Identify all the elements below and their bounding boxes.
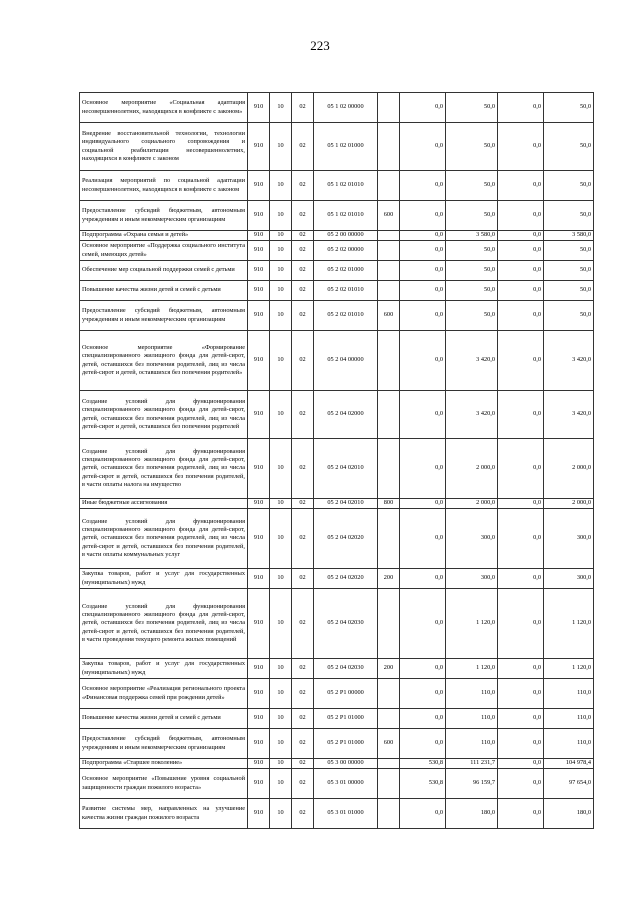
value-4: 110,0: [544, 679, 594, 709]
expense-type-code: [378, 123, 400, 171]
admin-code: 910: [248, 391, 270, 439]
section-code: 10: [270, 569, 292, 589]
value-4: 50,0: [544, 261, 594, 281]
row-name: Основное мероприятие «Повышение уровня социальной защищенности граждан пожилого возраста»: [80, 769, 248, 799]
admin-code: 910: [248, 301, 270, 331]
table-row: [80, 729, 594, 759]
table-row: [80, 201, 594, 231]
value-2: 110,0: [446, 729, 498, 759]
section-code: 10: [270, 171, 292, 201]
table-row: [80, 301, 594, 331]
section-code: 10: [270, 123, 292, 171]
admin-code: 910: [248, 589, 270, 659]
section-code: 10: [270, 93, 292, 123]
row-name: Иные бюджетные ассигнования: [80, 499, 248, 509]
target-article-code: 05 1 02 01000: [314, 123, 378, 171]
value-3: 0,0: [498, 301, 544, 331]
subsection-code: 02: [292, 171, 314, 201]
subsection-code: 02: [292, 439, 314, 499]
row-name: Закупка товаров, работ и услуг для государственных (муниципальных) нужд: [80, 569, 248, 589]
target-article-code: 05 2 04 02000: [314, 391, 378, 439]
section-code: 10: [270, 281, 292, 301]
target-article-code: 05 2 04 02020: [314, 569, 378, 589]
row-name: Обеспечение мер социальной поддержки семей с детьми: [80, 261, 248, 281]
row-name: Создание условий для функционирования специализированного жилищного фонда для детей-сирот, детей, оставшихся без попечения родителей, лиц из числа детей-сирот и детей, оставшихся без попечения родителей, в части оплаты коммунальных услуг: [80, 509, 248, 569]
subsection-code: 02: [292, 589, 314, 659]
row-name: Предоставление субсидий бюджетным, автономным учреждениям и иным некоммерческим организациям: [80, 201, 248, 231]
table-row: [80, 799, 594, 829]
subsection-code: 02: [292, 123, 314, 171]
page-number: 223: [310, 38, 330, 53]
expense-type-code: [378, 759, 400, 769]
value-2: 1 120,0: [446, 589, 498, 659]
value-4: 2 000,0: [544, 439, 594, 499]
admin-code: 910: [248, 171, 270, 201]
row-name: Закупка товаров, работ и услуг для государственных (муниципальных) нужд: [80, 659, 248, 679]
value-1: 0,0: [400, 93, 446, 123]
table-row: [80, 391, 594, 439]
value-4: 50,0: [544, 93, 594, 123]
row-name: Повышение качества жизни детей и семей с детьми: [80, 281, 248, 301]
section-code: 10: [270, 679, 292, 709]
target-article-code: 05 2 04 00000: [314, 331, 378, 391]
admin-code: 910: [248, 729, 270, 759]
expense-type-code: [378, 799, 400, 829]
section-code: 10: [270, 391, 292, 439]
admin-code: 910: [248, 759, 270, 769]
target-article-code: 05 1 02 01010: [314, 171, 378, 201]
value-1: 0,0: [400, 659, 446, 679]
value-1: 0,0: [400, 201, 446, 231]
value-1: 0,0: [400, 281, 446, 301]
value-3: 0,0: [498, 679, 544, 709]
target-article-code: 05 2 02 01010: [314, 301, 378, 331]
value-3: 0,0: [498, 241, 544, 261]
expense-type-code: [378, 331, 400, 391]
admin-code: 910: [248, 281, 270, 301]
value-3: 0,0: [498, 799, 544, 829]
target-article-code: 05 2 04 02010: [314, 499, 378, 509]
value-2: 50,0: [446, 261, 498, 281]
value-1: 0,0: [400, 231, 446, 241]
section-code: 10: [270, 509, 292, 569]
value-1: 0,0: [400, 799, 446, 829]
table-row: [80, 261, 594, 281]
expense-type-code: [378, 769, 400, 799]
target-article-code: 05 3 01 01000: [314, 799, 378, 829]
value-1: 0,0: [400, 301, 446, 331]
value-3: 0,0: [498, 759, 544, 769]
subsection-code: 02: [292, 659, 314, 679]
value-4: 50,0: [544, 123, 594, 171]
value-3: 0,0: [498, 171, 544, 201]
value-1: 0,0: [400, 171, 446, 201]
expense-type-code: 800: [378, 499, 400, 509]
expense-type-code: [378, 679, 400, 709]
value-3: 0,0: [498, 231, 544, 241]
subsection-code: 02: [292, 391, 314, 439]
value-4: 3 420,0: [544, 391, 594, 439]
row-name: Основное мероприятие «Формирование специализированного жилищного фонда для детей-сирот, детей, оставшихся без попечения родителей, лиц из числа детей-сирот и детей, оставшихся без попечения родителей»: [80, 331, 248, 391]
value-2: 1 120,0: [446, 659, 498, 679]
admin-code: 910: [248, 123, 270, 171]
admin-code: 910: [248, 241, 270, 261]
section-code: 10: [270, 759, 292, 769]
section-code: 10: [270, 769, 292, 799]
value-2: 50,0: [446, 123, 498, 171]
table-row: [80, 231, 594, 241]
section-code: 10: [270, 589, 292, 659]
table-body: [80, 93, 594, 829]
value-3: 0,0: [498, 281, 544, 301]
value-1: 0,0: [400, 331, 446, 391]
value-4: 2 000,0: [544, 499, 594, 509]
value-2: 110,0: [446, 709, 498, 729]
expense-type-code: 600: [378, 301, 400, 331]
table-row: [80, 659, 594, 679]
value-4: 50,0: [544, 281, 594, 301]
admin-code: 910: [248, 261, 270, 281]
section-code: 10: [270, 799, 292, 829]
value-1: 0,0: [400, 569, 446, 589]
section-code: 10: [270, 201, 292, 231]
section-code: 10: [270, 241, 292, 261]
budget-table: [79, 92, 594, 829]
subsection-code: 02: [292, 261, 314, 281]
row-name: Реализация мероприятий по социальной адаптации несовершеннолетних, находящихся в конфликте с законом: [80, 171, 248, 201]
value-3: 0,0: [498, 509, 544, 569]
admin-code: 910: [248, 439, 270, 499]
row-name: Предоставление субсидий бюджетным, автономным учреждениям и иным некоммерческим организациям: [80, 301, 248, 331]
value-4: 50,0: [544, 241, 594, 261]
section-code: 10: [270, 331, 292, 391]
value-3: 0,0: [498, 391, 544, 439]
subsection-code: 02: [292, 201, 314, 231]
row-name: Подпрограмма «Охрана семьи и детей»: [80, 231, 248, 241]
admin-code: 910: [248, 231, 270, 241]
value-1: 0,0: [400, 123, 446, 171]
expense-type-code: [378, 231, 400, 241]
subsection-code: 02: [292, 331, 314, 391]
value-4: 50,0: [544, 201, 594, 231]
value-4: 110,0: [544, 709, 594, 729]
subsection-code: 02: [292, 301, 314, 331]
value-2: 2 000,0: [446, 439, 498, 499]
value-1: 0,0: [400, 499, 446, 509]
table-row: [80, 123, 594, 171]
value-2: 111 231,7: [446, 759, 498, 769]
subsection-code: 02: [292, 281, 314, 301]
value-1: 0,0: [400, 589, 446, 659]
subsection-code: 02: [292, 759, 314, 769]
value-2: 50,0: [446, 281, 498, 301]
expense-type-code: [378, 241, 400, 261]
target-article-code: 05 2 04 02030: [314, 659, 378, 679]
expense-type-code: [378, 93, 400, 123]
target-article-code: 05 1 02 01010: [314, 201, 378, 231]
target-article-code: 05 2 04 02010: [314, 439, 378, 499]
value-4: 104 978,4: [544, 759, 594, 769]
expense-type-code: [378, 281, 400, 301]
row-name: Создание условий для функционирования специализированного жилищного фонда для детей-сирот, детей, оставшихся без попечения родителей, лиц из числа детей-сирот и детей, оставшихся без попечения родителей, в части оплаты налога на имущество: [80, 439, 248, 499]
row-name: Основное мероприятие «Реализация регионального проекта «Финансовая поддержка семей при рождении детей»: [80, 679, 248, 709]
row-name: Создание условий для функционирования специализированного жилищного фонда для детей-сирот, детей, оставшихся без попечения родителей, лиц из числа детей-сирот и детей, оставшихся без попечения родителей: [80, 391, 248, 439]
value-1: 0,0: [400, 241, 446, 261]
value-1: 530,8: [400, 769, 446, 799]
expense-type-code: [378, 439, 400, 499]
table-row: [80, 769, 594, 799]
row-name: Основное мероприятие «Поддержка социального института семей, имеющих детей»: [80, 241, 248, 261]
section-code: 10: [270, 659, 292, 679]
value-2: 3 580,0: [446, 231, 498, 241]
value-2: 96 159,7: [446, 769, 498, 799]
expense-type-code: [378, 171, 400, 201]
row-name: Развитие системы мер, направленных на улучшение качества жизни граждан пожилого возраста: [80, 799, 248, 829]
section-code: 10: [270, 261, 292, 281]
row-name: Внедрение восстановительной технологии, технологии индивидуального социального сопровождения и социальной реабилитации несовершеннолетних, находящихся в конфликте с законом: [80, 123, 248, 171]
value-1: 0,0: [400, 261, 446, 281]
table-row: [80, 709, 594, 729]
value-3: 0,0: [498, 589, 544, 659]
section-code: 10: [270, 729, 292, 759]
table-row: [80, 93, 594, 123]
value-3: 0,0: [498, 201, 544, 231]
table-row: [80, 439, 594, 499]
expense-type-code: 200: [378, 659, 400, 679]
expense-type-code: 600: [378, 729, 400, 759]
value-4: 300,0: [544, 569, 594, 589]
value-2: 50,0: [446, 93, 498, 123]
admin-code: 910: [248, 201, 270, 231]
value-3: 0,0: [498, 439, 544, 499]
admin-code: 910: [248, 709, 270, 729]
target-article-code: 05 1 02 00000: [314, 93, 378, 123]
value-1: 0,0: [400, 509, 446, 569]
table-row: [80, 241, 594, 261]
value-4: 1 120,0: [544, 659, 594, 679]
target-article-code: 05 3 00 00000: [314, 759, 378, 769]
value-2: 110,0: [446, 679, 498, 709]
value-4: 97 654,0: [544, 769, 594, 799]
value-2: 3 420,0: [446, 391, 498, 439]
subsection-code: 02: [292, 799, 314, 829]
section-code: 10: [270, 301, 292, 331]
value-3: 0,0: [498, 261, 544, 281]
admin-code: 910: [248, 659, 270, 679]
subsection-code: 02: [292, 509, 314, 569]
expense-type-code: 600: [378, 201, 400, 231]
value-1: 530,8: [400, 759, 446, 769]
value-3: 0,0: [498, 123, 544, 171]
table-row: [80, 331, 594, 391]
table-row: [80, 679, 594, 709]
value-2: 50,0: [446, 301, 498, 331]
table-row: [80, 499, 594, 509]
table-row: [80, 509, 594, 569]
value-3: 0,0: [498, 659, 544, 679]
value-1: 0,0: [400, 709, 446, 729]
expense-type-code: 200: [378, 569, 400, 589]
value-3: 0,0: [498, 331, 544, 391]
expense-type-code: [378, 589, 400, 659]
subsection-code: 02: [292, 729, 314, 759]
admin-code: 910: [248, 799, 270, 829]
value-3: 0,0: [498, 499, 544, 509]
row-name: Предоставление субсидий бюджетным, автономным учреждениям и иным некоммерческим организациям: [80, 729, 248, 759]
expense-type-code: [378, 391, 400, 439]
value-3: 0,0: [498, 93, 544, 123]
row-name: Подпрограмма «Старшее поколение»: [80, 759, 248, 769]
target-article-code: 05 2 02 01000: [314, 261, 378, 281]
value-4: 180,0: [544, 799, 594, 829]
value-2: 300,0: [446, 569, 498, 589]
value-2: 2 000,0: [446, 499, 498, 509]
subsection-code: 02: [292, 93, 314, 123]
value-1: 0,0: [400, 439, 446, 499]
value-3: 0,0: [498, 769, 544, 799]
section-code: 10: [270, 499, 292, 509]
target-article-code: 05 3 01 00000: [314, 769, 378, 799]
table-row: [80, 589, 594, 659]
value-4: 1 120,0: [544, 589, 594, 659]
value-4: 50,0: [544, 301, 594, 331]
table-row: [80, 569, 594, 589]
admin-code: 910: [248, 331, 270, 391]
target-article-code: 05 2 04 02030: [314, 589, 378, 659]
target-article-code: 05 2 02 01010: [314, 281, 378, 301]
value-3: 0,0: [498, 729, 544, 759]
admin-code: 910: [248, 93, 270, 123]
subsection-code: 02: [292, 769, 314, 799]
target-article-code: 05 2 04 02020: [314, 509, 378, 569]
row-name: Повышение качества жизни детей и семей с детьми: [80, 709, 248, 729]
expense-type-code: [378, 509, 400, 569]
section-code: 10: [270, 709, 292, 729]
subsection-code: 02: [292, 241, 314, 261]
subsection-code: 02: [292, 679, 314, 709]
table-row: [80, 759, 594, 769]
admin-code: 910: [248, 569, 270, 589]
value-2: 50,0: [446, 201, 498, 231]
target-article-code: 05 2 P1 00000: [314, 679, 378, 709]
table-row: [80, 281, 594, 301]
value-4: 3 420,0: [544, 331, 594, 391]
admin-code: 910: [248, 509, 270, 569]
value-1: 0,0: [400, 391, 446, 439]
value-4: 300,0: [544, 509, 594, 569]
subsection-code: 02: [292, 709, 314, 729]
value-2: 300,0: [446, 509, 498, 569]
value-2: 180,0: [446, 799, 498, 829]
target-article-code: 05 2 P1 01000: [314, 709, 378, 729]
value-3: 0,0: [498, 709, 544, 729]
target-article-code: 05 2 P1 01000: [314, 729, 378, 759]
admin-code: 910: [248, 679, 270, 709]
value-2: 50,0: [446, 241, 498, 261]
row-name: Создание условий для функционирования специализированного жилищного фонда для детей-сирот, детей, оставшихся без попечения родителей, лиц из числа детей-сирот и детей, оставшихся без попечения родителей, в части проведения текущего ремонта жилых помещений: [80, 589, 248, 659]
value-1: 0,0: [400, 729, 446, 759]
value-4: 50,0: [544, 171, 594, 201]
admin-code: 910: [248, 769, 270, 799]
value-4: 110,0: [544, 729, 594, 759]
value-1: 0,0: [400, 679, 446, 709]
target-article-code: 05 2 02 00000: [314, 241, 378, 261]
row-name: Основное мероприятие «Социальная адаптация несовершеннолетних, находящихся в конфликте с законом»: [80, 93, 248, 123]
admin-code: 910: [248, 499, 270, 509]
expense-type-code: [378, 261, 400, 281]
target-article-code: 05 2 00 00000: [314, 231, 378, 241]
value-2: 3 420,0: [446, 331, 498, 391]
expense-type-code: [378, 709, 400, 729]
subsection-code: 02: [292, 231, 314, 241]
value-4: 3 580,0: [544, 231, 594, 241]
subsection-code: 02: [292, 569, 314, 589]
table-row: [80, 171, 594, 201]
section-code: 10: [270, 439, 292, 499]
value-3: 0,0: [498, 569, 544, 589]
subsection-code: 02: [292, 499, 314, 509]
value-2: 50,0: [446, 171, 498, 201]
section-code: 10: [270, 231, 292, 241]
